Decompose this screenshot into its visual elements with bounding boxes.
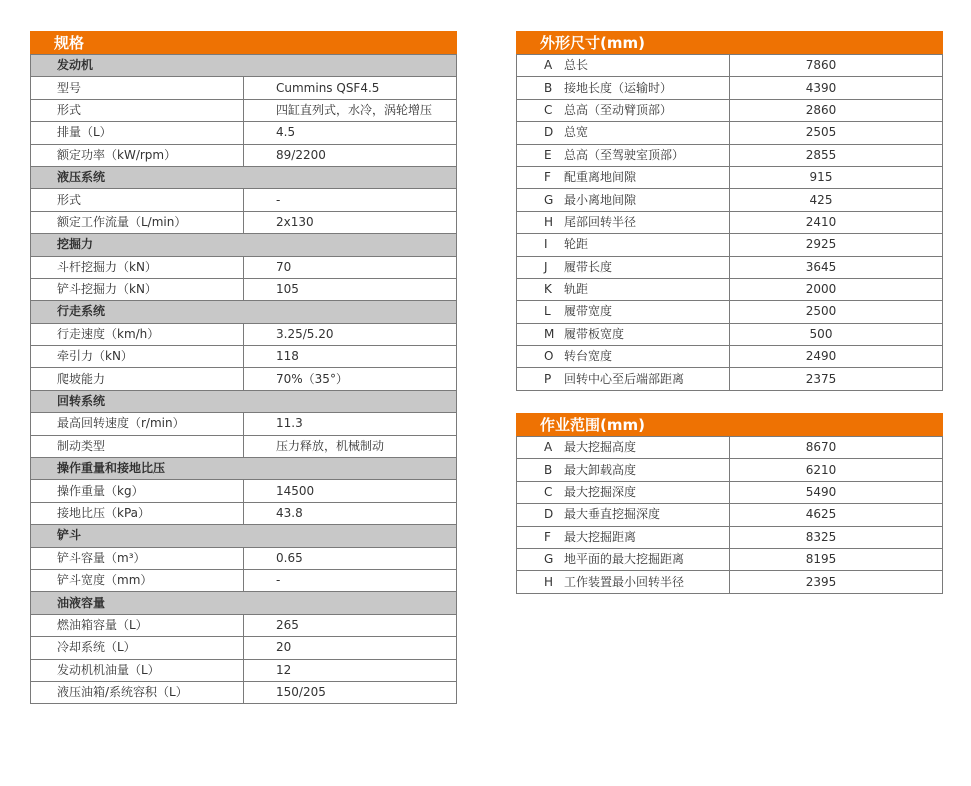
table-row [31, 614, 457, 636]
dimension-letter: J [544, 259, 548, 274]
spec-label: 最高回转速度（r/min） [31, 413, 244, 435]
dimension-label [517, 99, 730, 121]
dimension-name: 接地长度（运输时） [564, 80, 673, 95]
dimension-label [517, 234, 730, 256]
dimension-value: 4390 [730, 77, 943, 99]
table-row [517, 189, 943, 211]
table-row [31, 278, 457, 300]
dimension-label [517, 368, 730, 390]
spec-value: 265 [244, 614, 457, 636]
table-row [31, 99, 457, 121]
dimension-label [517, 166, 730, 188]
specs-table [30, 54, 457, 704]
dimension-letter: F [544, 529, 551, 544]
dimension-letter: C [544, 484, 553, 499]
working-range-panel [516, 413, 943, 594]
spec-label: 形式 [31, 189, 244, 211]
dimension-letter: B [544, 462, 553, 477]
working-range-title: 作业范围(mm) [516, 413, 943, 436]
dimension-label [517, 346, 730, 368]
table-row [517, 122, 943, 144]
dimension-value: 8325 [730, 526, 943, 548]
table-row [517, 256, 943, 278]
table-row [31, 502, 457, 524]
dimension-value: 2500 [730, 301, 943, 323]
section-row [31, 55, 457, 77]
table-row [31, 211, 457, 233]
dimension-letter: A [544, 58, 553, 73]
spec-label: 形式 [31, 99, 244, 121]
spec-value: 89/2200 [244, 144, 457, 166]
table-row [517, 301, 943, 323]
dimension-name: 尾部回转半径 [564, 214, 637, 229]
table-row [31, 77, 457, 99]
dimension-value: 7860 [730, 55, 943, 77]
spec-value: 2x130 [244, 211, 457, 233]
table-row [517, 548, 943, 570]
dimension-label [517, 526, 730, 548]
spec-label: 接地比压（kPa） [31, 502, 244, 524]
dimension-name: 回转中心至后端部距离 [564, 371, 685, 386]
spec-value: - [244, 569, 457, 591]
dimension-label [517, 481, 730, 503]
dimension-name: 工作装置最小回转半径 [564, 574, 685, 589]
dimension-letter: E [544, 147, 552, 162]
table-row [517, 144, 943, 166]
specs-panel [30, 31, 457, 704]
dimension-name: 最小离地间隙 [564, 192, 637, 207]
table-row [517, 481, 943, 503]
table-row [517, 504, 943, 526]
dimension-value: 8195 [730, 548, 943, 570]
dimension-value: 8670 [730, 437, 943, 459]
table-row [31, 323, 457, 345]
spec-value: 四缸直列式，水冷，涡轮增压 [244, 99, 457, 121]
spec-label: 额定工作流量（L/min） [31, 211, 244, 233]
dimension-value: 2490 [730, 346, 943, 368]
dimension-label [517, 459, 730, 481]
dimension-name: 履带长度 [564, 259, 613, 274]
spec-value: 压力释放，机械制动 [244, 435, 457, 457]
dimension-name: 最大挖掘深度 [564, 484, 637, 499]
spec-label: 排量（L） [31, 122, 244, 144]
spec-value: 0.65 [244, 547, 457, 569]
dimension-letter: I [544, 237, 548, 252]
spec-label: 斗杆挖掘力（kN） [31, 256, 244, 278]
dimension-value: 915 [730, 166, 943, 188]
dimension-name: 最大卸载高度 [564, 462, 637, 477]
spec-value: 150/205 [244, 681, 457, 703]
dimension-name: 最大挖掘距离 [564, 529, 637, 544]
table-row [517, 211, 943, 233]
dimension-value: 2410 [730, 211, 943, 233]
spec-value: 70%（35°） [244, 368, 457, 390]
section-row [31, 301, 457, 323]
table-row [517, 368, 943, 390]
section-row [31, 166, 457, 188]
spec-value: 12 [244, 659, 457, 681]
spec-value: 3.25/5.20 [244, 323, 457, 345]
section-row [31, 525, 457, 547]
table-row [517, 278, 943, 300]
dimension-name: 转台宽度 [564, 349, 613, 364]
dimension-letter: A [544, 440, 553, 455]
specs-title: 规格 [30, 31, 457, 54]
dimension-value: 2505 [730, 122, 943, 144]
dimension-letter: D [544, 125, 554, 140]
dimension-name: 配重离地间隙 [564, 170, 637, 185]
dimension-label [517, 278, 730, 300]
dimension-label [517, 504, 730, 526]
dimension-name: 总长 [564, 58, 589, 73]
dimension-value: 2925 [730, 234, 943, 256]
spec-label: 铲斗容量（m³） [31, 547, 244, 569]
section-title: 行走系统 [31, 301, 457, 323]
dimension-letter: O [544, 349, 554, 364]
section-title: 油液容量 [31, 592, 457, 614]
dimension-letter: C [544, 102, 553, 117]
table-row [517, 459, 943, 481]
dimension-letter: H [544, 574, 554, 589]
dimension-letter: P [544, 371, 552, 386]
table-row [31, 569, 457, 591]
spec-label: 制动类型 [31, 435, 244, 457]
dimension-value: 5490 [730, 481, 943, 503]
table-row [517, 526, 943, 548]
table-row [31, 681, 457, 703]
section-title: 操作重量和接地比压 [31, 458, 457, 480]
dimension-label [517, 55, 730, 77]
section-row [31, 592, 457, 614]
dimension-name: 最大挖掘高度 [564, 440, 637, 455]
spec-label: 发动机机油量（L） [31, 659, 244, 681]
table-row [517, 166, 943, 188]
dimension-value: 500 [730, 323, 943, 345]
table-row [31, 435, 457, 457]
dimension-label [517, 256, 730, 278]
spec-value: 11.3 [244, 413, 457, 435]
dimension-label [517, 122, 730, 144]
spec-label: 爬坡能力 [31, 368, 244, 390]
table-row [31, 189, 457, 211]
dimension-value: 2855 [730, 144, 943, 166]
spec-value: 20 [244, 637, 457, 659]
spec-value: - [244, 189, 457, 211]
spec-value: 118 [244, 346, 457, 368]
dimension-value: 6210 [730, 459, 943, 481]
dimension-value: 425 [730, 189, 943, 211]
dimension-name: 履带宽度 [564, 304, 613, 319]
dimension-letter: H [544, 214, 554, 229]
table-row [31, 659, 457, 681]
dimension-label [517, 77, 730, 99]
dimension-letter: B [544, 80, 553, 95]
dimension-name: 轮距 [564, 237, 589, 252]
dimension-name: 总高（至动臂顶部） [564, 102, 673, 117]
table-row [517, 55, 943, 77]
section-row [31, 234, 457, 256]
table-row [31, 413, 457, 435]
table-row [31, 144, 457, 166]
table-row [517, 437, 943, 459]
dimension-letter: K [544, 282, 552, 297]
table-row [517, 571, 943, 593]
section-title: 铲斗 [31, 525, 457, 547]
dimension-name: 履带板宽度 [564, 326, 625, 341]
dimension-label [517, 437, 730, 459]
spec-label: 操作重量（kg） [31, 480, 244, 502]
table-row [31, 122, 457, 144]
dimension-letter: G [544, 192, 554, 207]
dimension-label [517, 571, 730, 593]
dimensions-panel [516, 31, 943, 391]
dimension-value: 4625 [730, 504, 943, 526]
spec-label: 液压油箱/系统容积（L） [31, 681, 244, 703]
spec-value: 105 [244, 278, 457, 300]
spec-label: 型号 [31, 77, 244, 99]
section-title: 回转系统 [31, 390, 457, 412]
dimension-value: 2860 [730, 99, 943, 121]
dimension-label [517, 211, 730, 233]
section-row [31, 458, 457, 480]
dimensions-table [516, 54, 943, 391]
dimension-label [517, 144, 730, 166]
dimension-name: 总宽 [564, 125, 589, 140]
dimension-label [517, 548, 730, 570]
dimension-name: 轨距 [564, 282, 589, 297]
spec-value: 4.5 [244, 122, 457, 144]
working-range-table [516, 436, 943, 594]
dimension-label [517, 301, 730, 323]
dimension-letter: D [544, 507, 554, 522]
table-row [31, 368, 457, 390]
table-row [517, 346, 943, 368]
spec-value: Cummins QSF4.5 [244, 77, 457, 99]
spec-value: 14500 [244, 480, 457, 502]
spec-label: 铲斗挖掘力（kN） [31, 278, 244, 300]
spec-label: 冷却系统（L） [31, 637, 244, 659]
dimension-letter: G [544, 552, 554, 567]
table-row [31, 547, 457, 569]
dimension-label [517, 323, 730, 345]
dimension-name: 总高（至驾驶室顶部） [564, 147, 685, 162]
dimension-name: 地平面的最大挖掘距离 [564, 552, 685, 567]
table-row [517, 234, 943, 256]
dimension-letter: F [544, 170, 551, 185]
dimension-label [517, 189, 730, 211]
spec-label: 行走速度（km/h） [31, 323, 244, 345]
dimension-value: 3645 [730, 256, 943, 278]
table-row [31, 346, 457, 368]
dimensions-title: 外形尺寸(mm) [516, 31, 943, 54]
spec-label: 牵引力（kN） [31, 346, 244, 368]
dimension-value: 2375 [730, 368, 943, 390]
spec-value: 70 [244, 256, 457, 278]
section-row [31, 390, 457, 412]
table-row [517, 99, 943, 121]
dimension-letter: L [544, 304, 551, 319]
table-row [31, 256, 457, 278]
spec-label: 燃油箱容量（L） [31, 614, 244, 636]
table-row [31, 637, 457, 659]
section-title: 液压系统 [31, 166, 457, 188]
dimension-value: 2000 [730, 278, 943, 300]
table-row [517, 323, 943, 345]
spec-value: 43.8 [244, 502, 457, 524]
table-row [517, 77, 943, 99]
table-row [31, 480, 457, 502]
dimension-name: 最大垂直挖掘深度 [564, 507, 661, 522]
spec-label: 额定功率（kW/rpm） [31, 144, 244, 166]
dimension-value: 2395 [730, 571, 943, 593]
dimension-letter: M [544, 326, 555, 341]
spec-label: 铲斗宽度（mm） [31, 569, 244, 591]
section-title: 挖掘力 [31, 234, 457, 256]
section-title: 发动机 [31, 55, 457, 77]
